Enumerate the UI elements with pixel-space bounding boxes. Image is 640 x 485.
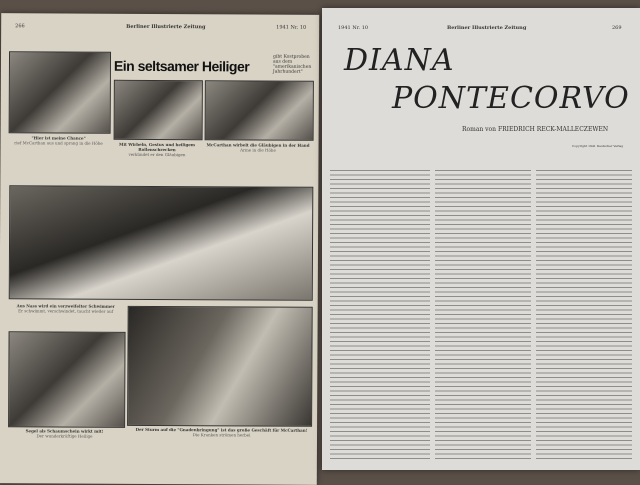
masthead: Berliner Illustrierte Zeitung [126, 23, 206, 31]
caption-3: McCarthan wirbelt die Gläubigen in der Hand Arme in die Höhe [206, 142, 310, 153]
text-column-1 [330, 168, 430, 460]
photo-2 [114, 80, 203, 140]
photo-1 [9, 51, 111, 134]
title-line-1: DIANA [344, 43, 455, 78]
headline: Ein seltsamer Heiliger [113, 57, 250, 75]
subhead: gibt Kostproben aus dem "amerikanischen Jahrhundert" [272, 54, 312, 75]
photo-3 [205, 80, 314, 141]
photo-wave-large [9, 185, 314, 301]
text-column-2 [435, 168, 531, 460]
title-line-2: PONTECORVO [392, 81, 630, 116]
caption-2: Mit Wirbeln, Gestus und heiligem Rollenschrecken verkündet er den Gläubigen [119, 141, 196, 158]
issue-number: 1941 Nr. 10 [338, 25, 369, 31]
left-magazine-page [0, 13, 319, 485]
masthead: Berliner Illustrierte Zeitung [447, 25, 527, 31]
caption-4: Aus Nass wird ein verzweifelter Schwimmer Er schwimmt, verschwindet, taucht wieder auf [16, 303, 115, 314]
photo-crowd [127, 306, 313, 427]
issue-number: 1941 Nr. 10 [276, 24, 307, 31]
right-magazine-page [322, 8, 640, 470]
caption-6: Der Sturm auf die "Gnadenbringung" ist das große Geschäft für McCarthan! Die Kranken strömen herbei [135, 426, 308, 438]
page-number: 266 [15, 23, 25, 30]
byline: Roman von FRIEDRICH RECK-MALLECZEWEN [462, 126, 609, 133]
text-column-3 [536, 168, 632, 460]
photo-5 [8, 331, 126, 428]
page-number: 269 [612, 25, 622, 31]
copyright: Copyright 1941 Deutscher Verlag [572, 144, 624, 148]
caption-5: Segel als Schaumschein wirkt mit! Der wunderkräftige Heilige [25, 428, 104, 439]
caption-1: "Hier ist meine Chance" rief McCarthan aus und sprang in die Höhe [14, 135, 103, 146]
